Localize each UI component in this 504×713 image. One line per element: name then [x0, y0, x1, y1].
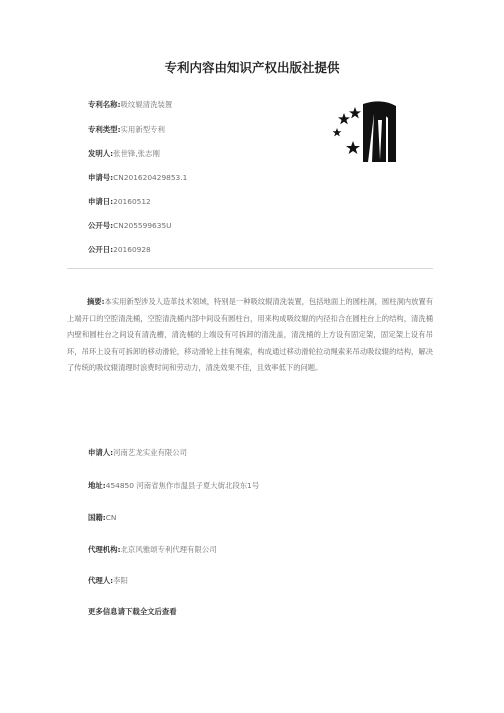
- field-value: 河南艺龙实业有限公司: [113, 448, 188, 457]
- publication-number-field: [88, 221, 172, 231]
- field-value: 李阳: [113, 576, 128, 585]
- field-label: 公开日:: [88, 245, 114, 254]
- star-icon: [349, 107, 361, 118]
- field-value: 吸纹辊清洗装置: [120, 100, 173, 109]
- application-date-field: [88, 197, 151, 207]
- field-label: 代理人:: [88, 576, 114, 585]
- star-icon: [333, 128, 342, 136]
- abstract-paragraph: [67, 294, 433, 377]
- field-value: 20160928: [113, 245, 151, 254]
- agency-field: [88, 545, 217, 555]
- field-label: 地址:: [88, 481, 106, 490]
- field-label: 公开号:: [88, 221, 114, 230]
- patent-type-field: [88, 125, 165, 135]
- field-value: 北京风雅颂专利代理有限公司: [120, 545, 217, 554]
- field-label: 专利类型:: [88, 125, 121, 134]
- star-icon: [346, 141, 360, 154]
- applicant-field: [88, 448, 187, 458]
- field-label: 申请人:: [88, 448, 114, 457]
- page-title: 专利内容由知识产权出版社提供: [164, 60, 340, 75]
- field-label: 国籍:: [88, 513, 106, 522]
- abstract-text: 本实用新型涉及人造革技术领域，特别是一种吸纹辊清洗装置，包括地面上的圆柱洞，圆柱洞内放置有上端开口的空腔清洗桶，空腔清洗桶内部中间设有圆柱台，用来构成吸纹辊的内径扣合在圆柱台上的结构，清洗桶内壁和圆柱台之间设有清洗槽，清洗桶的上端设有可拆卸的清洗盖，清洗桶的上方设有固定架，固定架上设有吊环，吊环上设有可拆卸的移动滑轮，移动滑轮上挂有绳索，构成通过移动滑轮拉动绳索来吊动吸纹辊的结构，解决了传统的吸纹辊清理时浪费时间和劳动力，清洗效果不佳，且效率低下的问题。: [67, 297, 434, 373]
- field-label: 申请号:: [88, 173, 114, 182]
- field-value: CN201620429853.1: [113, 173, 188, 182]
- nationality-field: [88, 513, 116, 523]
- address-field: [88, 481, 259, 491]
- more-info-text: 更多信息请下载全文后查看: [88, 607, 177, 616]
- inventor-field: [88, 149, 160, 159]
- field-value: CN205599635U: [113, 221, 172, 230]
- abstract-label: 摘要:: [87, 297, 105, 306]
- publication-date-field: [88, 245, 151, 255]
- field-label: 代理机构:: [88, 545, 121, 554]
- field-label: 发明人:: [88, 149, 114, 158]
- section-divider: [67, 268, 433, 269]
- field-value: CN: [105, 513, 117, 522]
- field-label: 申请日:: [88, 197, 114, 206]
- star-icon: [338, 113, 350, 124]
- cnipa-logo-icon: [330, 100, 418, 168]
- field-value: 张世锋,张志刚: [113, 149, 160, 158]
- field-label: 专利名称:: [88, 100, 121, 109]
- field-value: 20160512: [113, 197, 151, 206]
- field-value: 实用新型专利: [120, 125, 165, 134]
- agent-field: [88, 576, 128, 586]
- patent-name-field: [88, 100, 172, 110]
- field-value: 454850 河南省焦作市温县子夏大街北段东1号: [105, 481, 260, 490]
- application-number-field: [88, 173, 187, 183]
